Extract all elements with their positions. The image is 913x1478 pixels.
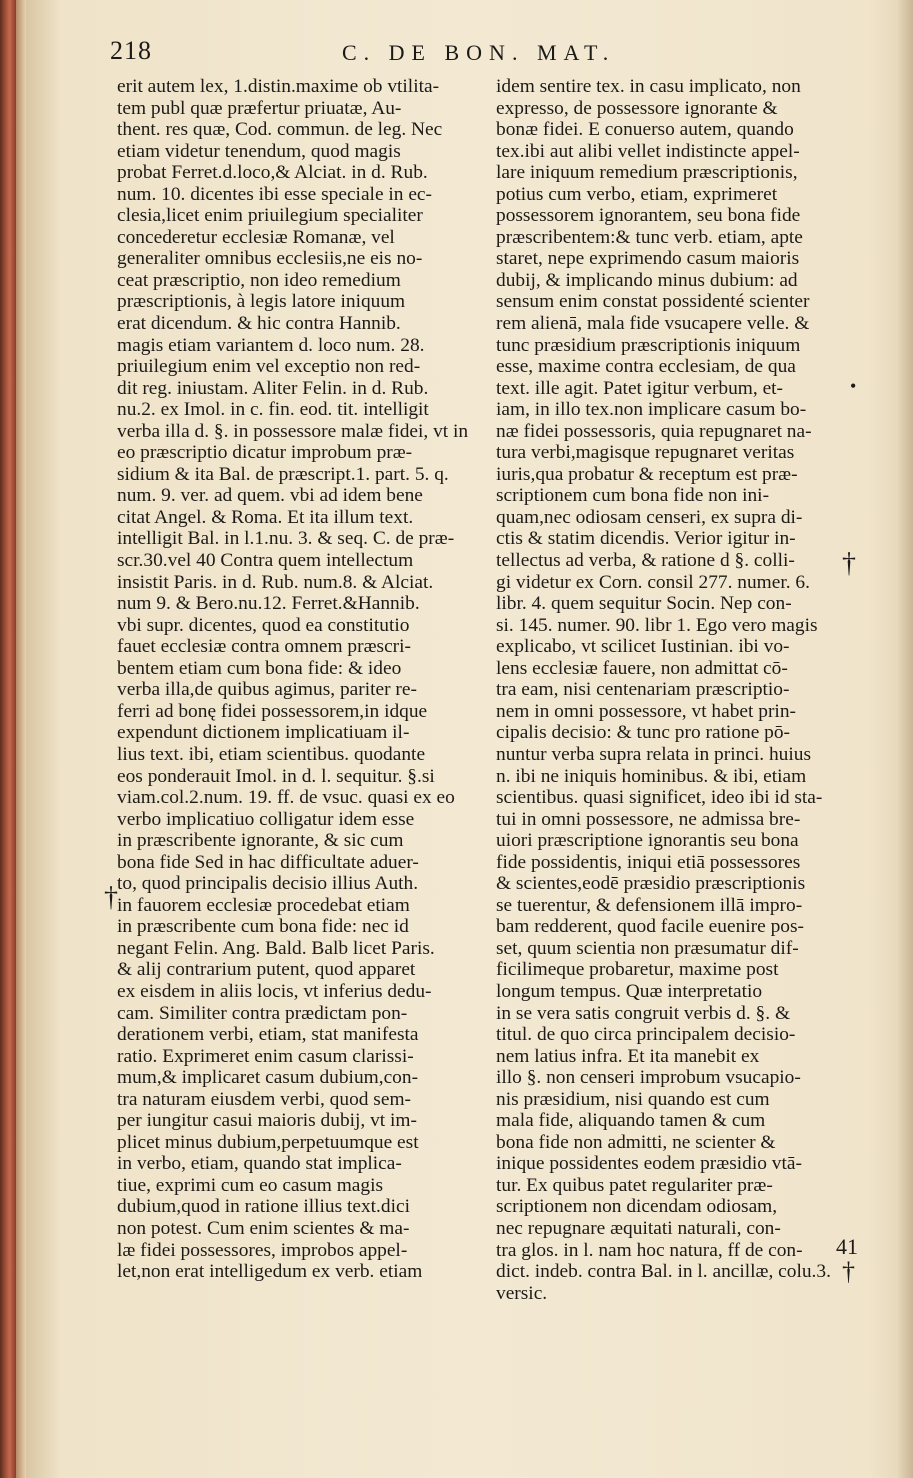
text-line: erat dicendum. & hic contra Hannib. <box>117 313 401 335</box>
text-line: dict. indeb. contra Bal. in l. ancillæ, colu.3. <box>496 1261 831 1283</box>
text-line: insistit Paris. in d. Rub. num.8. & Alciat. <box>117 571 434 593</box>
text-line: præscribentem:& tunc verb. etiam, apte <box>496 226 803 248</box>
text-line: ferri ad bonę fidei possessorem,in idque <box>117 700 428 722</box>
text-line: nec repugnare æquitati naturali, con- <box>496 1217 781 1239</box>
text-line: ficilimeque probaretur, maxime post <box>496 959 779 981</box>
text-line: probat Ferret.d.loco,& Alciat. in d. Rub. <box>117 162 428 184</box>
text-line: fauet ecclesiæ contra omnem præscri- <box>117 636 411 658</box>
text-line: magis etiam variantem d. loco num. 28. <box>117 334 425 356</box>
text-line: staret, nepe exprimendo casum maioris <box>496 248 800 270</box>
text-line: bona fide Sed in hac difficultate aduer- <box>117 851 419 873</box>
text-line: mum,& implicaret casum dubium,con- <box>117 1067 419 1089</box>
text-line: lare iniquum remedium præscriptionis, <box>496 162 798 184</box>
text-line: titul. de quo circa principalem decisio- <box>496 1024 796 1046</box>
text-line: verba illa,de quibus agimus, pariter re- <box>117 679 417 701</box>
text-line: rem alienā, mala fide vsucapere velle. & <box>496 313 810 335</box>
text-line: citat Angel. & Roma. Et ita illum text. <box>117 506 414 528</box>
text-line: scriptionem non dicendam odiosam, <box>496 1196 778 1218</box>
text-line: in præscribente ignorante, & sic cum <box>117 830 404 852</box>
text-line: tex.ibi aut alibi vellet indistincte appel- <box>496 140 800 162</box>
text-line: vbi supr. dicentes, quod ea constitutio <box>117 614 410 636</box>
text-line: tur. Ex quibus patet regulariter præ- <box>496 1174 773 1196</box>
text-line: iuris,qua probatur & receptum est præ- <box>496 463 798 485</box>
right-text-column <box>496 76 860 1304</box>
text-line: se tuerentur, & defensionem illā impro- <box>496 894 803 916</box>
text-line: læ fidei possessores, improbos appel- <box>117 1239 408 1261</box>
text-line: clesia,licet enim priuilegium specialiter <box>117 205 423 227</box>
text-line: mala fide, aliquando tamen & cum <box>496 1110 766 1132</box>
text-line: ratio. Exprimeret enim casum clarissi- <box>117 1045 414 1067</box>
text-line: iam, in illo tex.non implicare casum bo- <box>496 399 807 421</box>
text-line: viam.col.2.num. 19. ff. de vsuc. quasi ex eo <box>117 787 455 809</box>
book-binding-edge <box>0 0 16 1478</box>
text-line: tura verbi,magisque repugnaret veritas <box>496 442 795 464</box>
text-line: nuntur verba supra relata in princi. huius <box>496 743 812 765</box>
running-head <box>110 36 810 72</box>
text-line: per iungitur casui maioris dubij, vt im- <box>117 1110 417 1132</box>
text-line: & scientes,eodē præsidio præscriptionis <box>496 873 806 895</box>
text-line: cam. Similiter contra prædictam pon- <box>117 1002 408 1024</box>
text-line: verba illa d. §. in possessore malæ fidei, vt in <box>117 420 469 442</box>
text-line: bonæ fidei. E conuerso autem, quando <box>496 119 794 141</box>
text-line: expendunt dictionem implicatiuam il- <box>117 722 410 744</box>
text-line: ceat præscriptio, non ideo remedium <box>117 269 401 291</box>
text-line: to, quod principalis decisio illius Auth. <box>117 873 419 895</box>
text-line: esse, maxime contra ecclesiam, de qua <box>496 356 796 378</box>
text-line: lens ecclesiæ fauere, non admittat cō- <box>496 657 788 679</box>
text-line: dit reg. iniustam. Aliter Felin. in d. Rub. <box>117 377 429 399</box>
text-line: bona fide non admitti, ne scienter & <box>496 1131 776 1153</box>
text-line: tui in omni possessore, ne admissa bre- <box>496 808 801 830</box>
text-line: intelligit Bal. in l.1.nu. 3. & seq. C. de præ- <box>117 528 455 550</box>
text-line: num 9. & Bero.nu.12. Ferret.&Hannib. <box>117 593 420 615</box>
text-line: plicet minus dubium,perpetuumque est <box>117 1131 419 1153</box>
text-line: næ fidei possessoris, quia repugnaret na- <box>496 420 812 442</box>
left-text-column <box>117 76 481 1283</box>
text-line: sensum enim constat possidenté scienter <box>496 291 810 313</box>
page-gutter <box>16 0 26 1478</box>
text-line: versic. <box>496 1282 548 1304</box>
text-line: dubij, & implicando minus dubium: ad <box>496 269 798 291</box>
text-line: in fauorem ecclesiæ procedebat etiam <box>117 894 410 916</box>
text-line: concederetur ecclesiæ Romanæ, vel <box>117 226 395 248</box>
text-line: scientibus. quasi significet, ideo ibi id sta- <box>496 787 823 809</box>
text-line: nem latius infra. Et ita manebit ex <box>496 1045 760 1067</box>
text-line: scr.30.vel 40 Contra quem intellectum <box>117 550 414 572</box>
text-line: let,non erat intelligedum ex verb. etiam <box>117 1261 423 1283</box>
text-line: expresso, de possessore ignorante & <box>496 97 778 119</box>
text-line: text. ille agit. Patet igitur verbum, et- <box>496 377 784 399</box>
text-line: in præscribente cum bona fide: nec id <box>117 916 409 938</box>
text-line: tellectus ad verba, & ratione d §. colli- <box>496 550 795 572</box>
margin-note-number: 41 <box>836 1234 858 1259</box>
text-line: lius text. ibi, etiam scientibus. quodante <box>117 743 426 765</box>
text-line: tunc præsidium præscriptionis iniquum <box>496 334 801 356</box>
text-line: nem in omni possessore, vt habet prin- <box>496 700 796 722</box>
text-line: bam redderent, quod facile euenire pos- <box>496 916 804 938</box>
text-line: etiam videtur tenendum, quod magis <box>117 140 401 162</box>
text-line: tra naturam eiusdem verbi, quod sem- <box>117 1088 412 1110</box>
text-line: priuilegium enim vel exceptio non red- <box>117 356 421 378</box>
text-line: si. 145. numer. 90. libr 1. Ego vero magis <box>496 614 818 636</box>
text-line: negant Felin. Ang. Bald. Balb licet Paris. <box>117 937 435 959</box>
text-line: derationem verbi, etiam, stat manifesta <box>117 1024 419 1046</box>
text-line: eo præscriptio dicatur improbum præ- <box>117 442 413 464</box>
text-line: num. 9. ver. ad quem. vbi ad idem bene <box>117 485 423 507</box>
text-line: tra eam, nisi centenariam præscriptio- <box>496 679 790 701</box>
text-line: explicabo, vt scilicet Iustinian. ibi vo- <box>496 636 790 658</box>
text-line: num. 10. dicentes ibi esse speciale in ec- <box>117 183 432 205</box>
text-line: longum tempus. Quæ interpretatio <box>496 980 763 1002</box>
text-line: tiue, exprimi cum eo casum magis <box>117 1174 384 1196</box>
text-line: tra glos. in l. nam hoc natura, ff de con- <box>496 1239 803 1261</box>
running-title: C. DE BON. MAT. <box>342 40 616 65</box>
margin-cross-mark: † <box>104 882 118 913</box>
text-line: nu.2. ex Imol. in c. fin. eod. tit. intelligit <box>117 399 429 421</box>
text-line: erit autem lex, 1.distin.maxime ob vtilita- <box>117 76 440 97</box>
text-line: illo §. non censeri improbum vsucapio- <box>496 1067 801 1089</box>
text-line: fide possidentis, iniqui etiā possessores <box>496 851 801 873</box>
text-line: dubium,quod in ratione illius text.dici <box>117 1196 410 1218</box>
text-line: bentem etiam cum bona fide: & ideo <box>117 657 402 679</box>
text-line: in verbo, etiam, quando stat implica- <box>117 1153 402 1175</box>
margin-cross-mark: † <box>842 1257 855 1286</box>
text-line: tem publ quæ præfertur priuatæ, Au- <box>117 97 402 119</box>
text-line: ex eisdem in aliis locis, vt inferius dedu- <box>117 980 432 1002</box>
text-line: scriptionem cum bona fide non ini- <box>496 485 770 507</box>
text-line: non potest. Cum enim scientes & ma- <box>117 1217 410 1239</box>
text-line: præscriptionis, à legis latore iniquum <box>117 291 406 313</box>
text-line: cipalis decisio: & tunc pro ratione pō- <box>496 722 791 744</box>
text-line: quam,nec odiosam censeri, ex supra di- <box>496 506 803 528</box>
text-line: set, quum scientia non præsumatur dif- <box>496 937 799 959</box>
text-line: & alij contrarium putent, quod apparet <box>117 959 416 981</box>
text-line: libr. 4. quem sequitur Socin. Nep con- <box>496 593 792 615</box>
text-line: uiori præscriptione ignorantis seu bona <box>496 830 799 852</box>
text-line: idem sentire tex. in casu implicato, non <box>496 76 801 97</box>
text-line: sidium & ita Bal. de præscript.1. part. 5. q. <box>117 463 449 485</box>
text-line: n. ibi ne iniquis hominibus. & ibi, etiam <box>496 765 807 787</box>
margin-cross-mark: † <box>842 548 856 579</box>
text-line: potius cum verbo, etiam, exprimeret <box>496 183 778 205</box>
text-line: thent. res quæ, Cod. commun. de leg. Nec <box>117 119 443 141</box>
text-line: verbo implicatiuo colligatur idem esse <box>117 808 415 830</box>
page-edge-shadow <box>897 0 913 1478</box>
text-line: inique possidentes eodem præsidio vtā- <box>496 1153 802 1175</box>
text-line: possessorem ignorantem, seu bona fide <box>496 205 801 227</box>
margin-dot-mark: • <box>850 376 857 396</box>
page-number: 218 <box>110 36 152 65</box>
text-line: in se vera satis congruit verbis d. §. & <box>496 1002 791 1024</box>
text-line: generaliter omnibus ecclesiis,ne eis no- <box>117 248 423 270</box>
text-line: gi videtur ex Corn. consil 277. numer. 6. <box>496 571 810 593</box>
text-line: nis præsidium, nisi quando est cum <box>496 1088 770 1110</box>
text-line: ctis & statim dicendis. Verior igitur in- <box>496 528 796 550</box>
text-line: eos ponderauit Imol. in d. l. sequitur. §.si <box>117 765 435 787</box>
